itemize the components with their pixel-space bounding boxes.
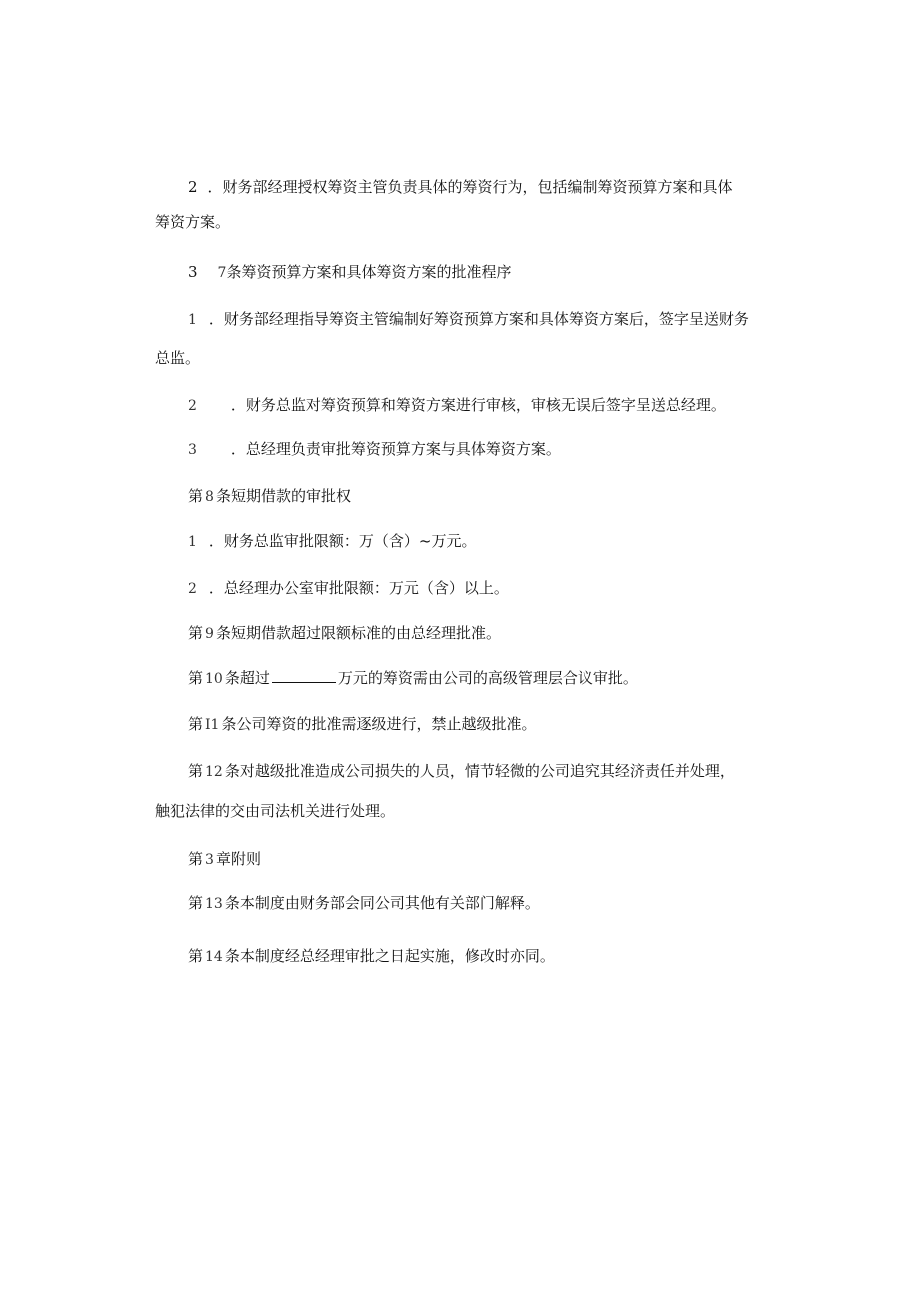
item-number: 2 [188, 398, 197, 414]
article-number: 10 [205, 671, 223, 687]
item-text-a: 条超过 [224, 669, 270, 687]
article-10 [188, 668, 638, 689]
article-number: 14 [205, 949, 223, 965]
item-number: 2 [188, 178, 198, 196]
article-prefix: 第 [188, 762, 204, 780]
para-2-line-1 [188, 177, 733, 197]
article-number: 13 [205, 896, 223, 912]
item-text: 条短期借款超过限额标准的由总经理批准。 [215, 624, 501, 642]
article-14 [188, 946, 555, 967]
article-prefix: 第 [188, 669, 204, 687]
article-prefix: 第 [188, 947, 204, 965]
item-text: 条筹资预算方案和具体筹资方案的批准程序 [226, 263, 512, 281]
item-text: 条本制度经总经理审批之日起实施，修改时亦同。 [224, 947, 555, 965]
article-7-item-1-line-2 [155, 348, 200, 368]
article-9 [188, 623, 501, 644]
item-text: ．财务总监审批限额：万（含）~万元。 [208, 532, 477, 550]
article-number: 9 [205, 626, 214, 642]
article-number: 7 [217, 265, 227, 281]
article-prefix: 第 [188, 487, 204, 505]
article-12-line-1 [188, 761, 735, 782]
item-text: 触犯法律的交由司法机关进行处理。 [155, 802, 396, 820]
item-text: 条本制度由财务部会同公司其他有关部门解释。 [224, 894, 540, 912]
item-text: ．财务部经理指导筹资主管编制好筹资预算方案和具体筹资方案后，签字呈送财务 [208, 310, 749, 328]
article-prefix: 第 [188, 624, 204, 642]
chapter-prefix: 第 [188, 850, 204, 868]
chapter-3-heading [188, 849, 261, 870]
item-text: 总监。 [155, 349, 201, 367]
article-number: 8 [205, 489, 214, 505]
fill-in-blank [272, 668, 336, 683]
item-text: 条公司筹资的批准需逐级进行，禁止越级批准。 [221, 715, 537, 733]
article-8-item-2 [188, 578, 509, 599]
item-number: 1 [188, 534, 197, 550]
article-prefix: 第 [188, 894, 204, 912]
item-text: ．财务总监对筹资预算和筹资方案进行审核，审核无误后签字呈送总经理。 [230, 396, 726, 414]
item-number: 3 [188, 442, 197, 458]
item-number: 1 [188, 312, 197, 328]
article-8-item-1 [188, 531, 477, 552]
article-7-item-3 [188, 439, 561, 460]
item-text: ．财务部经理授权筹资主管负责具体的筹资行为，包括编制筹资预算方案和具体 [207, 178, 733, 196]
item-text: ．总经理办公室审批限额：万元（含）以上。 [208, 579, 509, 597]
chapter-number: 3 [205, 852, 214, 868]
article-7-heading [188, 262, 511, 283]
article-number: I1 [205, 717, 220, 733]
article-prefix: 第 [188, 715, 204, 733]
item-text: 筹资方案。 [155, 213, 231, 231]
item-text-b: 万元的筹资需由公司的高级管理层合议审批。 [337, 669, 638, 687]
item-text: 章附则 [215, 850, 261, 868]
item-text: 条对越级批准造成公司损失的人员，情节轻微的公司追究其经济责任并处理， [224, 762, 735, 780]
para-2-line-2 [155, 212, 230, 232]
article-7-item-1-line-1 [188, 309, 749, 330]
article-number: 12 [205, 764, 223, 780]
article-8-heading [188, 486, 351, 507]
item-number: 3 [188, 263, 198, 281]
item-text: 条短期借款的审批权 [215, 487, 351, 505]
article-7-item-2 [188, 395, 726, 416]
article-13 [188, 893, 540, 914]
article-11 [188, 714, 536, 735]
item-number: 2 [188, 581, 197, 597]
item-text: ．总经理负责审批筹资预算方案与具体筹资方案。 [230, 440, 561, 458]
article-12-line-2 [155, 801, 395, 821]
